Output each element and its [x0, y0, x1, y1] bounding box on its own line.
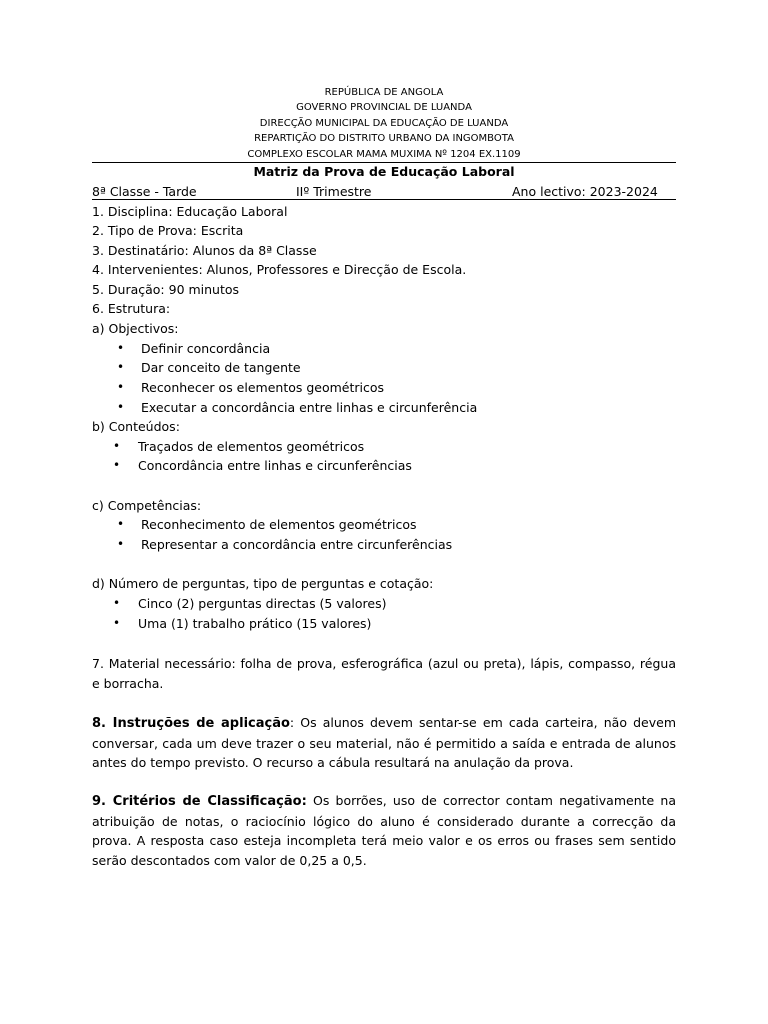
bullet-icon: • [113, 596, 121, 610]
header-line-directorate: DIRECÇÃO MUNICIPAL DA EDUCAÇÃO DE LUANDA [259, 118, 509, 129]
class-label: 8ª Classe - Tarde [92, 184, 197, 199]
objectives-heading: a) Objectivos: [92, 321, 179, 336]
bullet-icon: • [113, 458, 121, 472]
item-duration: 5. Duração: 90 minutos [92, 282, 240, 297]
bullet-icon: • [117, 517, 125, 531]
header-line-republic: REPÚBLICA DE ANGOLA [324, 87, 444, 98]
document-title: Matriz da Prova de Educação Laboral [253, 164, 515, 179]
item-target: 3. Destinatário: Alunos da 8ª Classe [92, 243, 317, 258]
instructions-label: 8. Instruções de aplicação [92, 716, 290, 731]
item-structure: 6. Estrutura: [92, 301, 171, 316]
instructions-paragraph [92, 713, 676, 773]
bullet-icon: • [113, 439, 121, 453]
bullet-icon: • [117, 537, 125, 551]
content-bullet: Concordância entre linhas e circunferências [138, 458, 412, 473]
objective-bullet: Executar a concordância entre linhas e circunferência [141, 400, 478, 415]
header-line-department: REPARTIÇÃO DO DISTRITO URBANO DA INGOMBOTA [254, 133, 514, 144]
bullet-icon: • [117, 400, 125, 414]
top-divider [92, 162, 676, 163]
content-bullet: Traçados de elementos geométricos [138, 439, 365, 454]
item-participants: 4. Intervenientes: Alunos, Professores e Direcção de Escola. [92, 262, 467, 277]
contents-heading: b) Conteúdos: [92, 419, 180, 434]
question-bullet: Uma (1) trabalho prático (15 valores) [138, 616, 372, 631]
objective-bullet: Reconhecer os elementos geométricos [141, 380, 385, 395]
question-bullet: Cinco (2) perguntas directas (5 valores) [138, 596, 387, 611]
info-divider [92, 199, 676, 200]
objective-bullet: Dar conceito de tangente [141, 360, 301, 375]
bullet-icon: • [113, 616, 121, 630]
bullet-icon: • [117, 360, 125, 374]
material-paragraph: 7. Material necessário: folha de prova, esferográfica (azul ou preta), lápis, compasso, régua e borracha. [92, 656, 676, 691]
questions-heading: d) Número de perguntas, tipo de perguntas e cotação: [92, 576, 434, 591]
item-subject: 1. Disciplina: Educação Laboral [92, 204, 288, 219]
item-exam-type: 2. Tipo de Prova: Escrita [92, 223, 244, 238]
header-line-school: COMPLEXO ESCOLAR MAMA MUXIMA Nº 1204 EX.1109 [247, 149, 521, 160]
header-line-government: GOVERNO PROVINCIAL DE LUANDA [296, 102, 472, 113]
competencies-heading: c) Competências: [92, 498, 202, 513]
instructions-text: : Os alunos devem sentar-se em cada carteira, não devem conversar, cada um deve trazer o seu material, não é permitido a saída e entrada de alunos antes do tempo previsto. O recurso a cábula resultará na anulação da prova. [92, 715, 676, 771]
competency-bullet: Reconhecimento de elementos geométricos [141, 517, 417, 532]
competency-bullet: Representar a concordância entre circunferências [141, 537, 453, 552]
bullet-icon: • [117, 341, 125, 355]
bullet-icon: • [117, 380, 125, 394]
objective-bullet: Definir concordância [141, 341, 271, 356]
classification-paragraph [92, 791, 676, 870]
classification-text: Os borrões, uso de corrector contam negativamente na atribuição de notas, o raciocínio lógico do aluno é considerado durante a correcção da prova. A resposta caso esteja incompleta terá meio valor e os erros ou frases sem sentido serão descontados com valor de 0,25 a 0,5. [92, 793, 676, 868]
school-year-label: Ano lectivo: 2023-2024 [512, 184, 658, 199]
trimester-label: IIº Trimestre [296, 184, 372, 199]
classification-label: 9. Critérios de Classificação: [92, 794, 307, 809]
